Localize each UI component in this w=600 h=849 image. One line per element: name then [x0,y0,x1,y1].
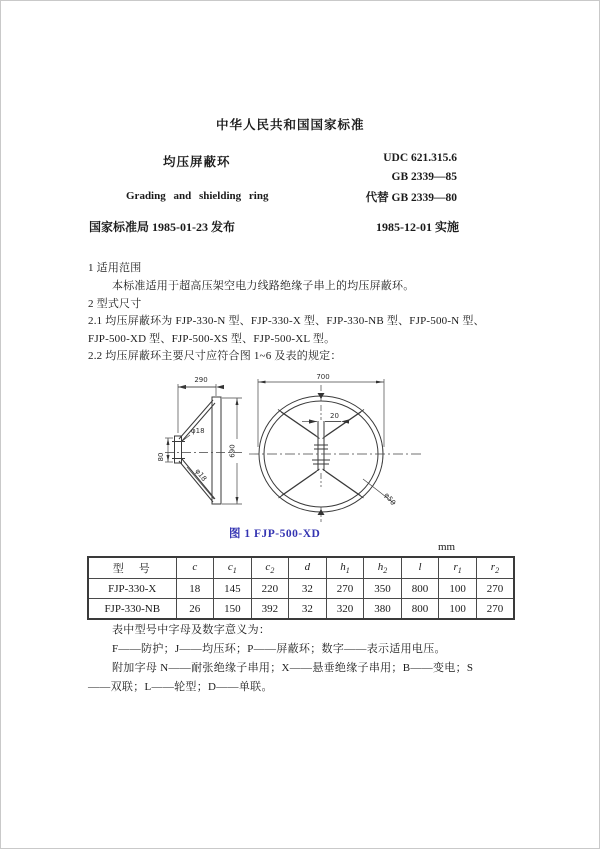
dim-hub-height: 80 [157,452,165,462]
note-letters: F——防护；J——均压环；P——屏蔽环；数字——表示适用电压。 [112,643,446,655]
table-row: FJP-330-X 18 145 220 32 270 350 800 100 270 [88,579,514,599]
col-header-r2: $r_2$ [476,557,514,579]
section-1-heading: 1 适用范围 [88,262,142,274]
section-2-1-line2: FJP-500-XD 型、FJP-500-XS 型、FJP-500-XL 型。 [88,333,336,345]
effective-line: 1985-12-01 实施 [376,220,459,234]
figure-1-caption: 图 1 FJP-500-XD [229,528,321,540]
figure-1-drawing [1,367,600,525]
dim-side-depth: 290 [194,376,208,384]
section-2-2-text: 2.2 均压屏蔽环主要尺寸应符合图 1~6 及表的规定： [88,350,342,362]
cell-model: FJP-330-X [88,579,176,599]
table-row: FJP-330-NB 26 150 392 32 320 380 800 100 270 [88,599,514,620]
note-suffix-2: ——双联；L——轮型；D——单联。 [88,681,273,693]
issued-line: 国家标准局 1985-01-23 发布 [89,220,235,234]
ring-profile-bar [212,397,221,504]
note-intro: 表中型号中字母及数字意义为： [112,624,271,636]
dim-ring-height: 690 [228,444,237,458]
section-2-heading: 2 型式尺寸 [88,298,142,310]
section-1-text: 本标准适用于超高压架空电力线路绝缘子串上的均压屏蔽环。 [112,280,415,292]
dim-pin-dia-top: φ18 [191,427,205,435]
document-title-cn: 均压屏蔽环 [163,155,231,169]
dim-hub-width: 20 [330,412,339,420]
col-header-r1: $r_1$ [439,557,477,579]
col-header-h2: $h_2$ [364,557,402,579]
dim-tube-dia: φ50 [382,491,398,507]
col-header-c2: $c_2$ [251,557,289,579]
table-unit-label: mm [438,541,456,553]
cell-model: FJP-330-NB [88,599,176,620]
col-header-c1: $c_1$ [214,557,252,579]
col-header-c: c [176,557,214,579]
table-header-row [88,557,514,579]
section-2-1-line1: 2.1 均压屏蔽环为 FJP-330-N 型、FJP-330-X 型、FJP-330-NB 型、FJP-500-N 型、 [88,315,485,327]
standard-title: 中华人民共和国国家标准 [216,118,365,132]
col-header-model: 型 号 [88,557,176,579]
udc-number: UDC 621.315.6 [383,152,457,164]
standard-number: GB 2339—85 [391,171,457,183]
replaces-standard: 代替 GB 2339—80 [365,192,457,204]
col-header-h1: $h_1$ [326,557,364,579]
col-header-d: d [289,557,327,579]
note-suffix-1: 附加字母 N——耐张绝缘子串用；X——悬垂绝缘子串用；B——变电；S [112,662,474,674]
col-header-l: l [401,557,439,579]
dimension-table [87,556,515,620]
dim-pin-dia-bottom: φ18 [193,467,209,483]
document-title-en: Grading and shielding ring [126,190,269,202]
dim-outer-dia: 700 [316,373,330,381]
